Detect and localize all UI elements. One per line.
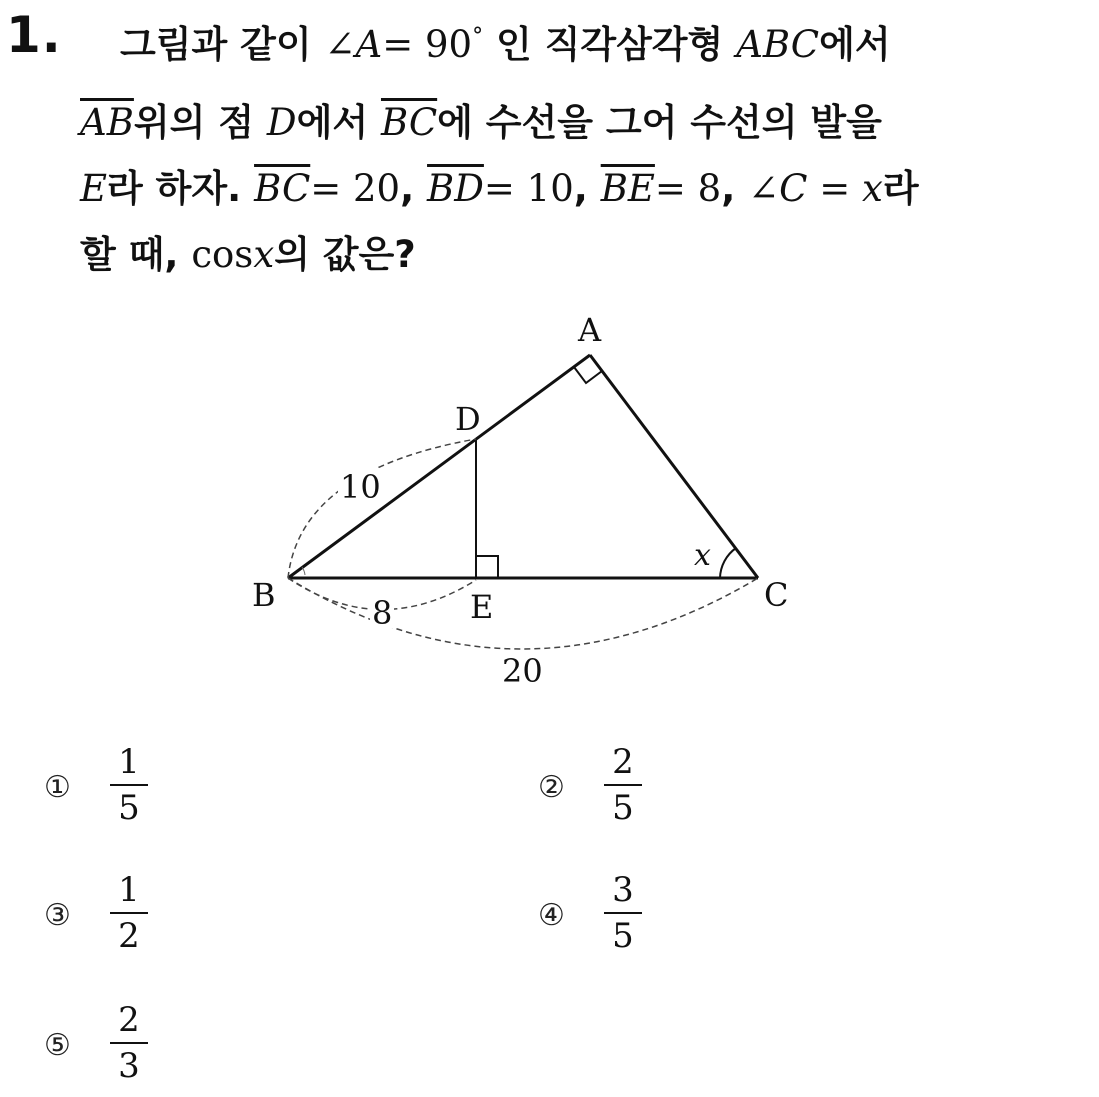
right-angle-e (476, 556, 498, 578)
question-line-4: 할 때, cosx의 값은? (80, 233, 416, 276)
label-b: B (252, 576, 276, 614)
segment-bc: $\overline{BC}$ (380, 101, 438, 144)
label-e: E (470, 588, 494, 626)
choice-mark: ⑤ (44, 1028, 71, 1063)
choice-fraction: 1 2 (110, 870, 148, 956)
angle-a: ∠A (324, 23, 383, 66)
length-bc: 20 (502, 652, 543, 690)
question-line-3: E라 하자. $\overline{BC}= 20$, $\overline{BD}= 10$, $\overline{BE}= 8$, ∠C = x라 (80, 167, 919, 210)
measure-arc-bc (288, 578, 758, 649)
label-c: C (764, 576, 789, 614)
choice-mark: ② (538, 770, 565, 805)
label-d: D (455, 400, 481, 438)
label-x: x (694, 538, 711, 573)
label-a: A (578, 311, 602, 349)
angle-arc-c (720, 548, 736, 578)
edge-ac (590, 355, 758, 578)
edge-ba (288, 355, 590, 578)
choice-mark: ① (44, 770, 71, 805)
choice-fraction: 3 5 (604, 870, 642, 956)
right-angle-a (574, 367, 602, 383)
question-number: 1. (6, 6, 62, 64)
triangle-name: ABC (736, 23, 820, 66)
choice-mark: ④ (538, 898, 565, 933)
choice-fraction: 2 3 (110, 1000, 148, 1086)
segment-ab: $\overline{AB}$ (80, 101, 134, 144)
length-be: 8 (372, 594, 393, 632)
point-e: E (80, 167, 108, 210)
choice-mark: ③ (44, 898, 71, 933)
length-bd: 10 (340, 468, 381, 506)
choice-fraction: 1 5 (110, 742, 148, 828)
point-d: D (266, 101, 297, 144)
choice-fraction: 2 5 (604, 742, 642, 828)
question-line-2: $\overline{AB}$위의 점 D에서 $\overline{BC}$에 수선을 그어 수선의 발을 (80, 101, 882, 144)
question-line-1: 그림과 같이 ∠A= 90° 인 직각삼각형 ABC에서 (120, 23, 891, 66)
